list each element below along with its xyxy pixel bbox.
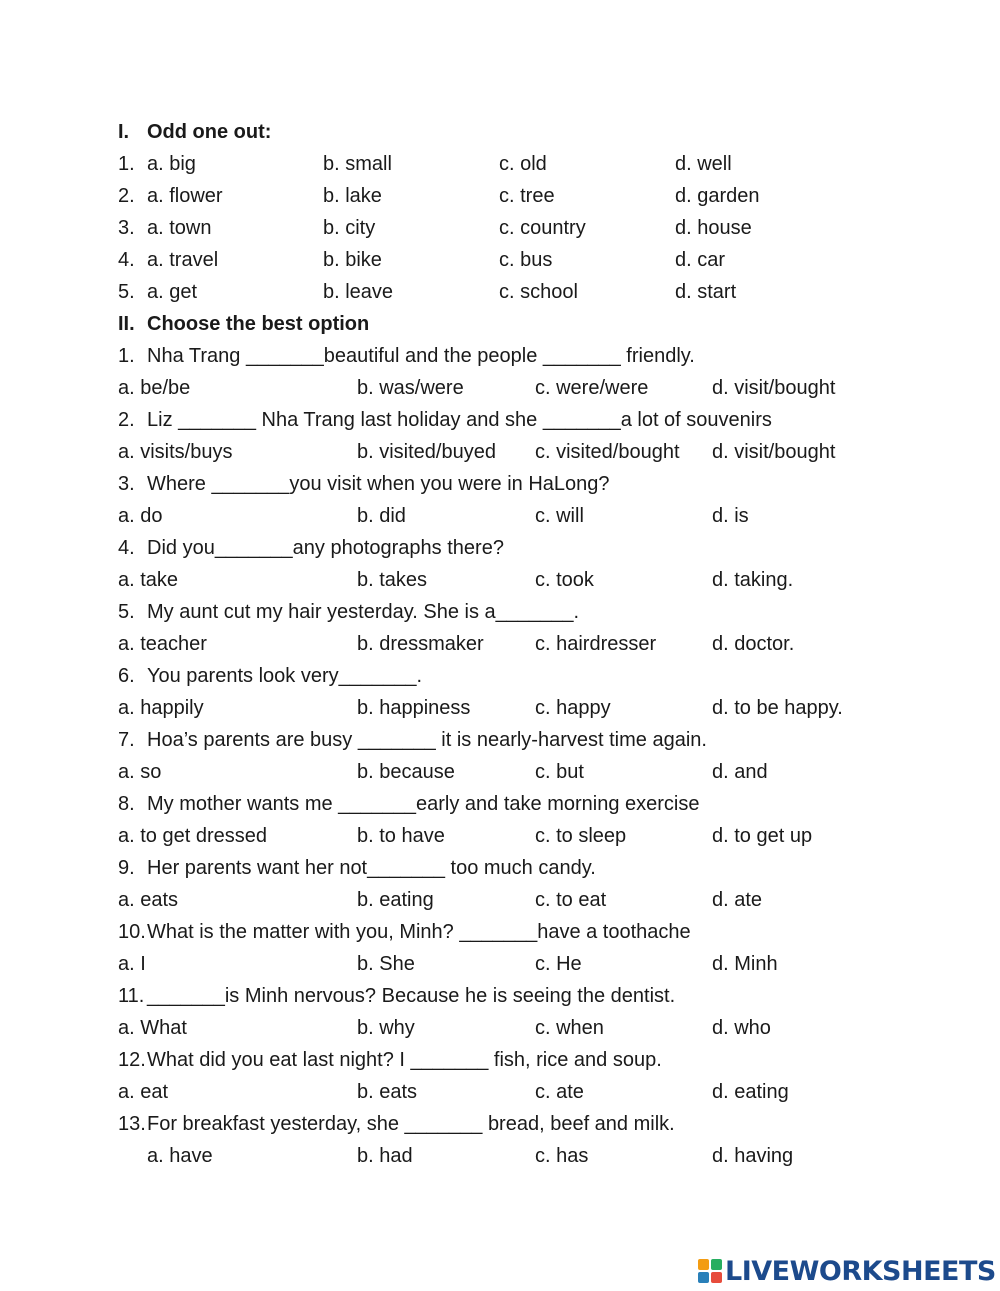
option-c[interactable]: c. hairdresser — [535, 633, 657, 655]
option-a[interactable]: a. eat — [118, 1081, 169, 1103]
option-a[interactable]: a. visits/buys — [118, 441, 233, 463]
option-d[interactable]: d. visit/bought — [712, 441, 836, 463]
option-d[interactable]: d. doctor. — [712, 633, 795, 655]
option-c[interactable]: c. were/were — [535, 377, 649, 399]
question-text: Where _______you visit when you were in HaLong? — [147, 473, 610, 495]
question-number: 13. — [118, 1113, 146, 1135]
option-b[interactable]: b. why — [357, 1017, 415, 1039]
option-b[interactable]: b. lake — [323, 185, 382, 207]
option-d[interactable]: d. garden — [675, 185, 760, 207]
option-b[interactable]: b. had — [357, 1145, 413, 1167]
question-number: 1. — [118, 345, 135, 367]
option-a[interactable]: a. so — [118, 761, 162, 783]
question-number: 3. — [118, 473, 135, 495]
option-b[interactable]: b. visited/buyed — [357, 441, 496, 463]
section-2-heading-number: II. — [118, 313, 135, 335]
option-b[interactable]: b. was/were — [357, 377, 464, 399]
option-b[interactable]: b. bike — [323, 249, 382, 271]
option-d[interactable]: d. who — [712, 1017, 771, 1039]
option-b[interactable]: b. small — [323, 153, 392, 175]
option-d[interactable]: d. car — [675, 249, 726, 271]
item-number: 2. — [118, 185, 135, 207]
liveworksheets-logo[interactable] — [698, 1256, 996, 1286]
option-b[interactable]: b. to have — [357, 825, 445, 847]
question-text: Did you_______any photographs there? — [147, 537, 504, 559]
option-c[interactable]: c. when — [535, 1017, 604, 1039]
option-a[interactable]: a. do — [118, 505, 163, 527]
option-a[interactable]: a. teacher — [118, 633, 207, 655]
question-number: 2. — [118, 409, 135, 431]
option-a[interactable]: a. I — [118, 953, 146, 975]
question-number: 10. — [118, 921, 146, 943]
item-number: 3. — [118, 217, 135, 239]
option-d[interactable]: d. to be happy. — [712, 697, 843, 719]
section-1-heading-text: Odd one out: — [147, 121, 272, 143]
option-c[interactable]: c. tree — [499, 185, 555, 207]
option-b[interactable]: b. She — [357, 953, 415, 975]
option-b[interactable]: b. happiness — [357, 697, 471, 719]
option-d[interactable]: d. start — [675, 281, 737, 303]
option-b[interactable]: b. leave — [323, 281, 394, 303]
option-d[interactable]: d. visit/bought — [712, 377, 836, 399]
option-c[interactable]: c. He — [535, 953, 582, 975]
option-c[interactable]: c. has — [535, 1145, 589, 1167]
option-c[interactable]: c. school — [499, 281, 578, 303]
section-2-heading-text: Choose the best option — [147, 313, 370, 335]
option-b[interactable]: b. eating — [357, 889, 434, 911]
option-d[interactable]: d. having — [712, 1145, 794, 1167]
question-number: 12. — [118, 1049, 146, 1071]
option-c[interactable]: c. old — [499, 153, 547, 175]
question-text: For breakfast yesterday, she _______ bread, beef and milk. — [147, 1113, 675, 1135]
option-d[interactable]: d. taking. — [712, 569, 794, 591]
option-c[interactable]: c. to eat — [535, 889, 607, 911]
question-text: My aunt cut my hair yesterday. She is a_______. — [147, 601, 580, 623]
option-d[interactable]: d. ate — [712, 889, 763, 911]
question-text: Her parents want her not_______ too much candy. — [147, 857, 596, 879]
option-b[interactable]: b. city — [323, 217, 376, 239]
question-text: What is the matter with you, Minh? _______have a toothache — [147, 921, 691, 943]
liveworksheets-logo-icon — [698, 1259, 722, 1283]
option-d[interactable]: d. is — [712, 505, 749, 527]
question-number: 7. — [118, 729, 135, 751]
option-a[interactable]: a. get — [147, 281, 198, 303]
option-d[interactable]: d. Minh — [712, 953, 778, 975]
option-c[interactable]: c. will — [535, 505, 584, 527]
section-1-heading-number: I. — [118, 121, 130, 143]
question-text: Liz _______ Nha Trang last holiday and she _______a lot of souvenirs — [147, 409, 772, 431]
option-a[interactable]: a. have — [147, 1145, 213, 1167]
question-text: My mother wants me _______early and take morning exercise — [147, 793, 700, 815]
option-c[interactable]: c. to sleep — [535, 825, 627, 847]
question-text: What did you eat last night? I _______ fish, rice and soup. — [147, 1049, 662, 1071]
question-number: 8. — [118, 793, 135, 815]
option-c[interactable]: c. visited/bought — [535, 441, 680, 463]
item-number: 5. — [118, 281, 135, 303]
option-a[interactable]: a. eats — [118, 889, 179, 911]
question-number: 5. — [118, 601, 135, 623]
option-d[interactable]: d. well — [675, 153, 732, 175]
option-b[interactable]: b. because — [357, 761, 455, 783]
option-a[interactable]: a. happily — [118, 697, 204, 719]
question-text: Hoa’s parents are busy _______ it is nearly-harvest time again. — [147, 729, 707, 751]
option-b[interactable]: b. eats — [357, 1081, 418, 1103]
option-c[interactable]: c. took — [535, 569, 594, 591]
option-a[interactable]: a. big — [147, 153, 196, 175]
option-c[interactable]: c. bus — [499, 249, 553, 271]
option-d[interactable]: d. and — [712, 761, 768, 783]
option-a[interactable]: a. be/be — [118, 377, 191, 399]
option-a[interactable]: a. to get dressed — [118, 825, 267, 847]
option-c[interactable]: c. country — [499, 217, 586, 239]
option-a[interactable]: a. What — [118, 1017, 187, 1039]
logo-text: LIVEWORKSHEETS — [725, 1255, 996, 1287]
question-text: _______is Minh nervous? Because he is seeing the dentist. — [147, 985, 676, 1007]
item-number: 4. — [118, 249, 135, 271]
option-a[interactable]: a. town — [147, 217, 212, 239]
question-number: 4. — [118, 537, 135, 559]
option-a[interactable]: a. take — [118, 569, 179, 591]
option-d[interactable]: d. to get up — [712, 825, 813, 847]
option-c[interactable]: c. ate — [535, 1081, 584, 1103]
option-c[interactable]: c. happy — [535, 697, 611, 719]
question-text: Nha Trang _______beautiful and the people _______ friendly. — [147, 345, 695, 367]
option-a[interactable]: a. flower — [147, 185, 223, 207]
option-d[interactable]: d. eating — [712, 1081, 789, 1103]
option-b[interactable]: b. dressmaker — [357, 633, 484, 655]
option-c[interactable]: c. but — [535, 761, 584, 783]
option-a[interactable]: a. travel — [147, 249, 219, 271]
item-number: 1. — [118, 153, 135, 175]
question-text: You parents look very_______. — [147, 665, 423, 687]
question-number: 11. — [118, 985, 145, 1007]
option-b[interactable]: b. did — [357, 505, 406, 527]
option-d[interactable]: d. house — [675, 217, 752, 239]
question-number: 6. — [118, 665, 135, 687]
question-number: 9. — [118, 857, 135, 879]
option-b[interactable]: b. takes — [357, 569, 428, 591]
